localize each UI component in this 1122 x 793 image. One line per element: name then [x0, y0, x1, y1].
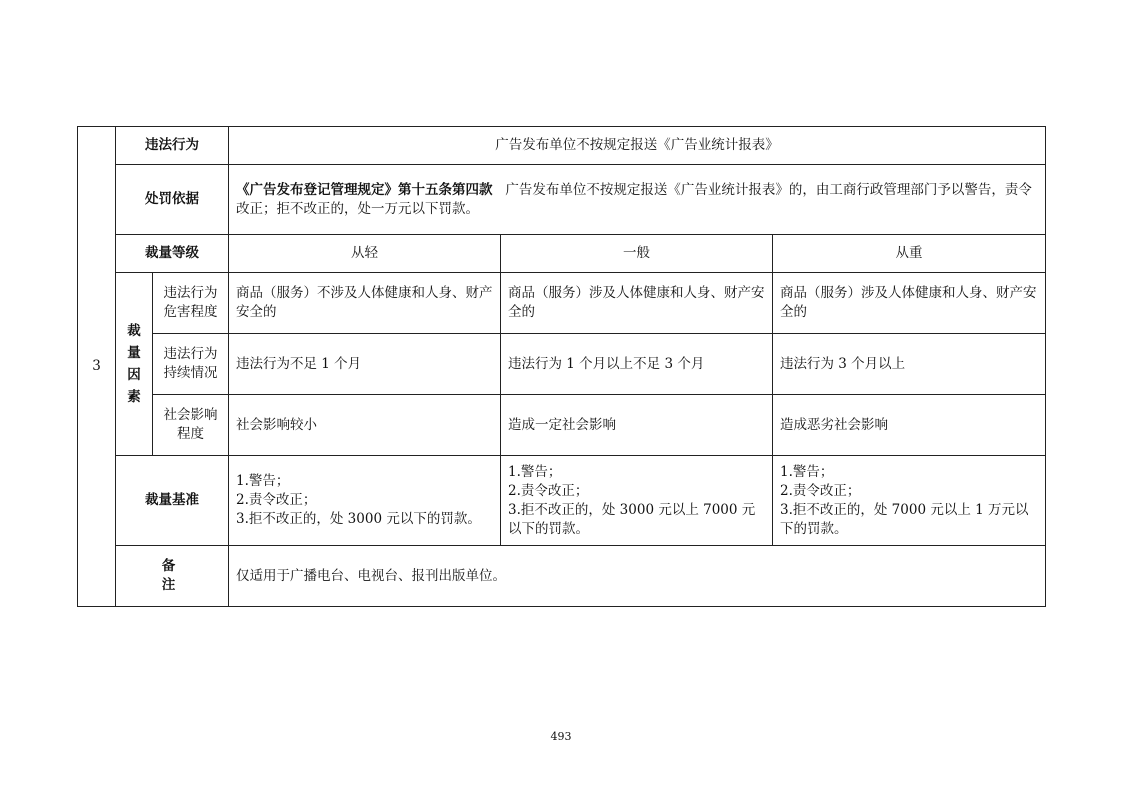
duration-label-line: 违法行为	[163, 346, 218, 362]
harm-row	[78, 273, 1046, 334]
duration-row	[78, 334, 1046, 395]
basis-cell	[229, 165, 1046, 235]
violation-row	[78, 127, 1046, 165]
standard-item: 1.警告；	[780, 463, 834, 480]
page-number: 493	[550, 730, 572, 743]
harm-normal: 商品（服务）涉及人体健康和人身、财产安全的	[501, 273, 773, 334]
factors-label-char: 素	[127, 389, 141, 405]
impact-label	[153, 395, 229, 456]
remarks-row	[78, 546, 1046, 607]
impact-label-line: 社会影响	[163, 407, 218, 423]
standard-light	[229, 456, 501, 546]
penalty-discretion-table	[77, 126, 1046, 607]
impact-heavy: 造成恶劣社会影响	[773, 395, 1046, 456]
harm-light: 商品（服务）不涉及人体健康和人身、财产安全的	[229, 273, 501, 334]
standard-item: 3.拒不改正的，处 7000 元以上 1 万元以下的罚款。	[780, 501, 1029, 537]
violation-label: 违法行为	[116, 127, 229, 165]
basis-title: 《广告发布登记管理规定》第十五条第四款	[236, 181, 493, 198]
impact-normal: 造成一定社会影响	[501, 395, 773, 456]
standard-normal	[501, 456, 773, 546]
duration-heavy: 违法行为 3 个月以上	[773, 334, 1046, 395]
standard-item: 2.责令改正；	[780, 482, 861, 499]
impact-row	[78, 395, 1046, 456]
factors-label-char: 量	[127, 345, 141, 361]
basis-label: 处罚依据	[116, 165, 229, 235]
standard-item: 3.拒不改正的，处 3000 元以上 7000 元以下的罚款。	[508, 501, 756, 537]
basis-row	[78, 165, 1046, 235]
duration-normal: 违法行为 1 个月以上不足 3 个月	[501, 334, 773, 395]
level-light: 从轻	[229, 235, 501, 273]
duration-light: 违法行为不足 1 个月	[229, 334, 501, 395]
standard-label: 裁量基准	[116, 456, 229, 546]
duration-label	[153, 334, 229, 395]
duration-label-line: 持续情况	[163, 365, 218, 381]
standard-heavy	[773, 456, 1046, 546]
harm-label-line: 危害程度	[163, 304, 218, 320]
row-number: 3	[78, 127, 116, 607]
impact-light: 社会影响较小	[229, 395, 501, 456]
harm-label	[153, 273, 229, 334]
remarks-label: 备注	[116, 546, 229, 607]
levels-label: 裁量等级	[116, 235, 229, 273]
standard-item: 1.警告；	[508, 463, 562, 480]
harm-label-line: 违法行为	[163, 285, 218, 301]
standard-item: 3.拒不改正的，处 3000 元以下的罚款。	[236, 511, 481, 527]
violation-value: 广告发布单位不按规定报送《广告业统计报表》	[229, 127, 1046, 165]
standard-item: 2.责令改正；	[508, 482, 589, 499]
impact-label-line: 程度	[177, 426, 204, 442]
basis-text: 广告发布单位不按规定报送《广告业统计报表》的，由工商行政管理部门予以警告，责令改正；拒不改正的，处一万元以下罚款。	[236, 181, 1032, 217]
factors-label	[116, 273, 153, 456]
harm-heavy: 商品（服务）涉及人体健康和人身、财产安全的	[773, 273, 1046, 334]
factors-label-char: 因	[127, 367, 141, 383]
standard-row	[78, 456, 1046, 546]
levels-row	[78, 235, 1046, 273]
standard-item: 1.警告；	[236, 473, 290, 489]
remarks-value: 仅适用于广播电台、电视台、报刊出版单位。	[229, 546, 1046, 607]
level-normal: 一般	[501, 235, 773, 273]
factors-label-char: 裁	[127, 323, 141, 339]
standard-item: 2.责令改正；	[236, 492, 317, 508]
level-heavy: 从重	[773, 235, 1046, 273]
